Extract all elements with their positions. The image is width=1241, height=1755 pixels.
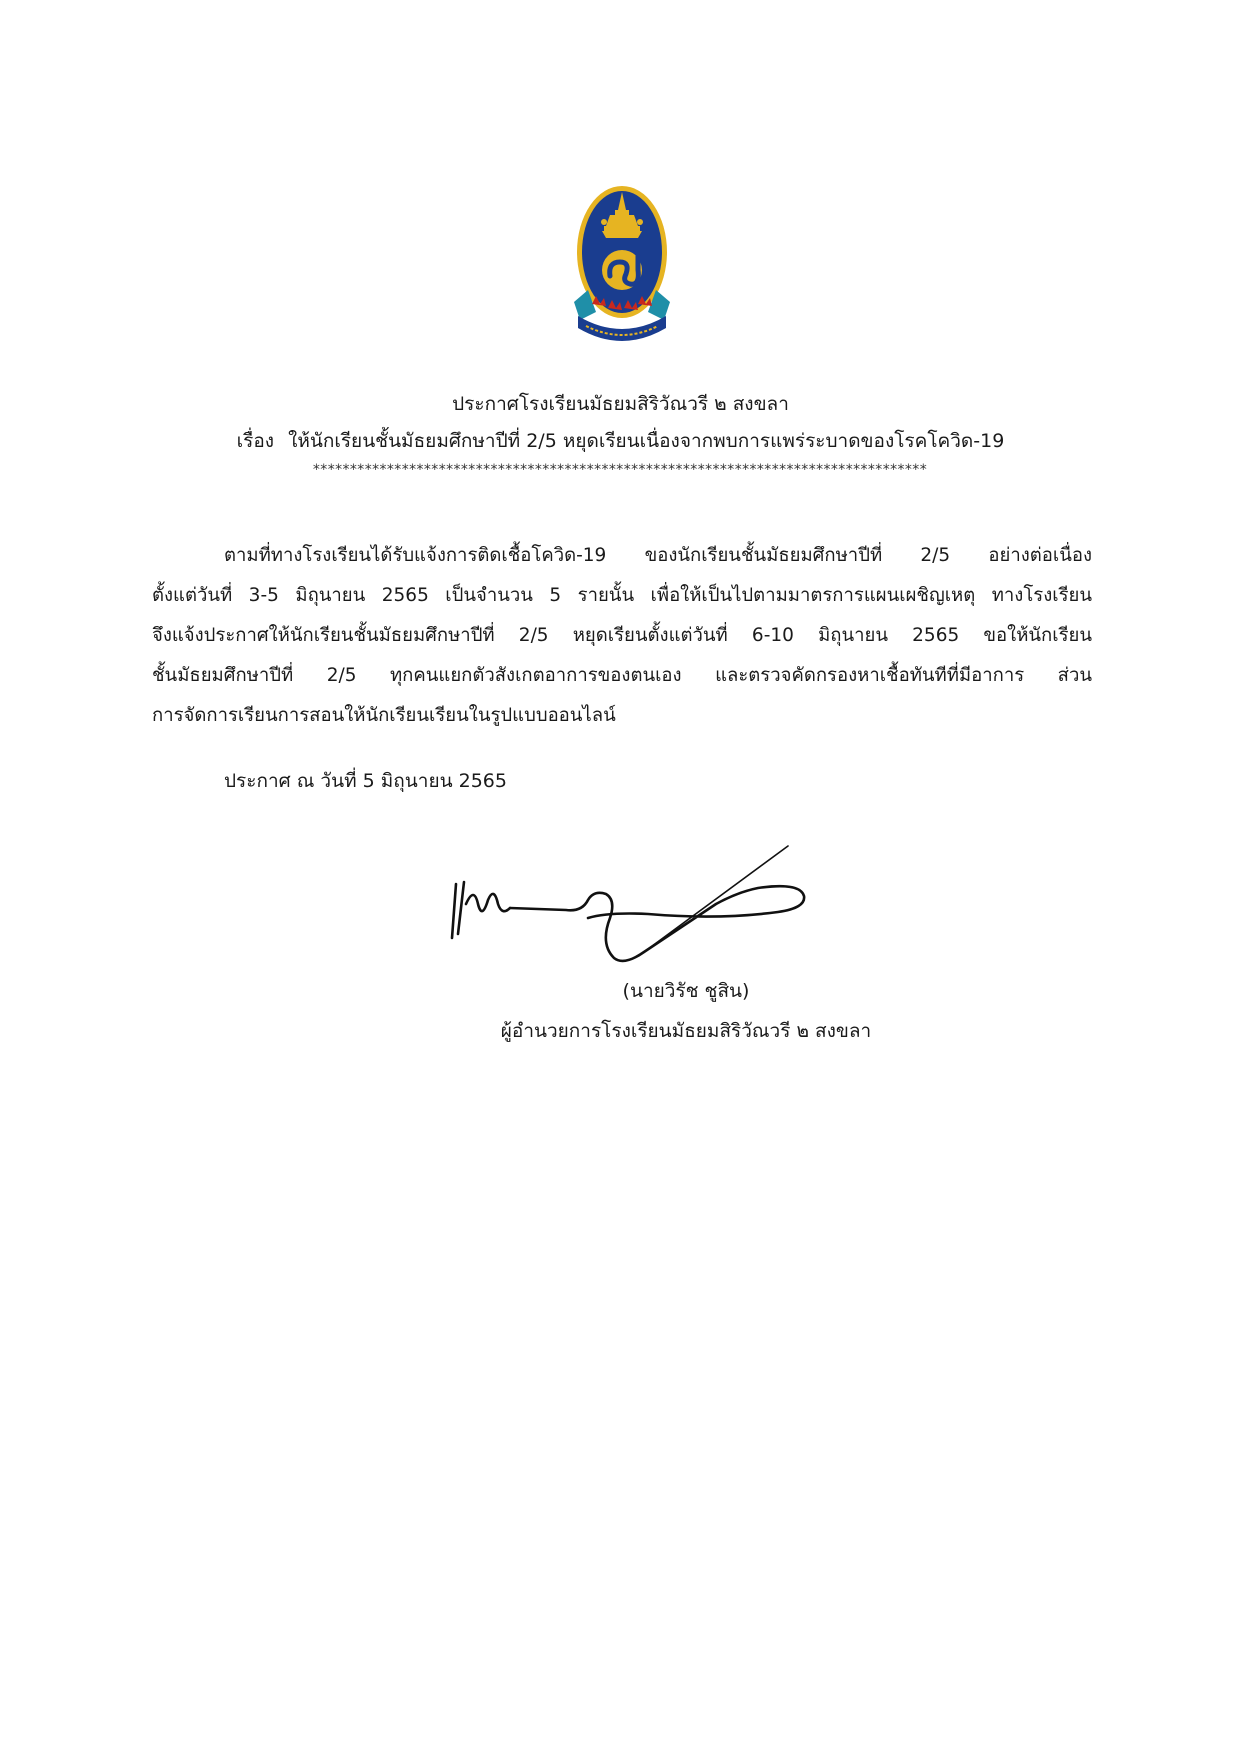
body-line: ตั้งแต่วันที่ 3-5 มิถุนายน 2565 เป็นจำนวน 5 รายนั้น เพื่อให้เป็นไปตามมาตรการแผนเผชิญเหตุ ทางโรงเรียน: [152, 585, 1092, 606]
school-emblem-icon: [568, 170, 676, 350]
signer-name: (นายวิรัช ชูสิน): [622, 980, 750, 1002]
subject-label: เรื่อง: [236, 430, 275, 452]
announcement-date: ประกาศ ณ วันที่ 5 มิถุนายน 2565: [224, 770, 507, 792]
announcement-title: ประกาศโรงเรียนมัธยมสิริวัณวรี ๒ สงขลา: [452, 393, 789, 415]
handwritten-signature-icon: [448, 834, 852, 966]
announcement-body: [152, 536, 1092, 736]
asterisk-separator: ***********************************************************************************: [312, 462, 928, 478]
announcement-subject: [0, 426, 1241, 456]
body-line: การจัดการเรียนการสอนให้นักเรียนเรียนในรูปแบบออนไลน์: [152, 705, 616, 726]
subject-text: ให้นักเรียนชั้นมัธยมศึกษาปีที่ 2/5 หยุดเรียนเนื่องจากพบการแพร่ระบาดของโรคโควิด-19: [288, 430, 1005, 452]
body-line: ชั้นมัธยมศึกษาปีที่ 2/5 ทุกคนแยกตัวสังเกตอาการของตนเอง และตรวจคัดกรองหาเชื้อทันทีที่มีอาการ ส่วน: [152, 665, 1092, 686]
body-line: จึงแจ้งประกาศให้นักเรียนชั้นมัธยมศึกษาปีที่ 2/5 หยุดเรียนตั้งแต่วันที่ 6-10 มิถุนายน 2565 ขอให้นักเรียน: [152, 625, 1092, 646]
signer-position: ผู้อำนวยการโรงเรียนมัธยมสิริวัณวรี ๒ สงขลา: [500, 1020, 872, 1042]
body-line: ตามที่ทางโรงเรียนได้รับแจ้งการติดเชื้อโควิด-19 ของนักเรียนชั้นมัธยมศึกษาปีที่ 2/5 อย่างต่อเนื่อง: [224, 545, 1092, 566]
